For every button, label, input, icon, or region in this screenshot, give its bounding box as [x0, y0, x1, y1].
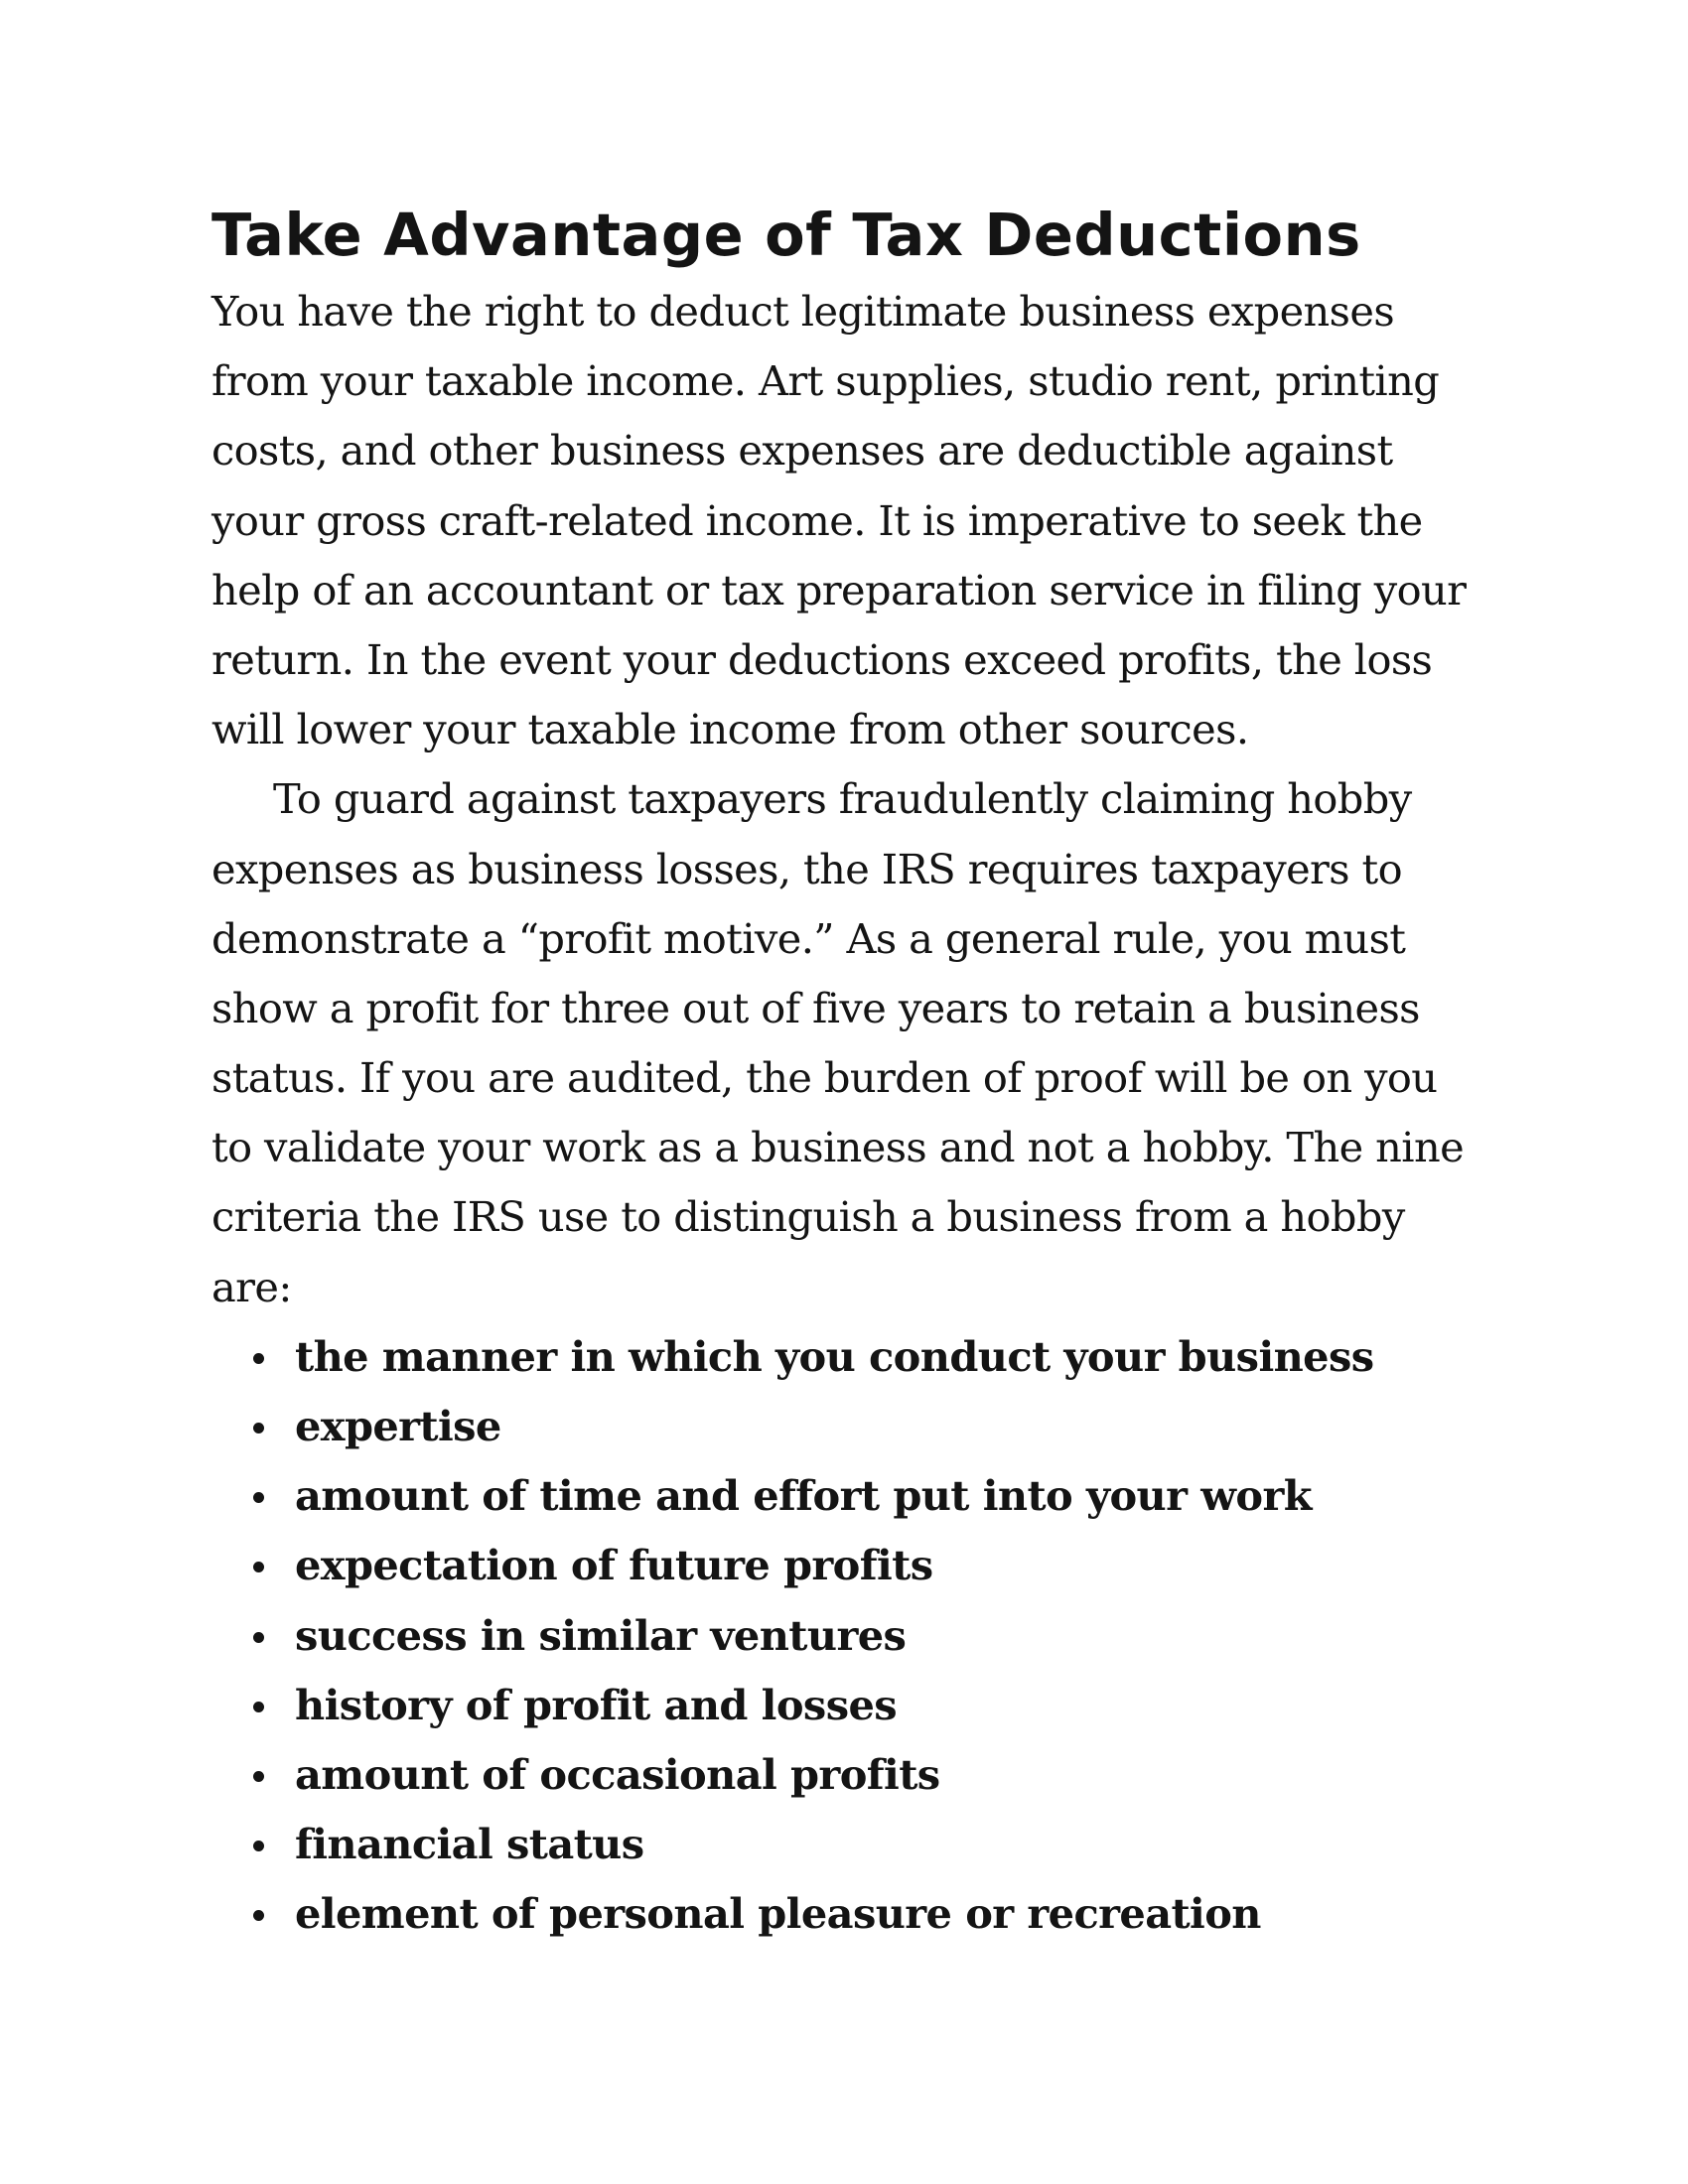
list-item-text: the manner in which you conduct your business	[295, 1331, 1374, 1381]
bullet-icon	[253, 1632, 264, 1643]
bullet-icon	[253, 1353, 264, 1364]
list-item	[253, 1740, 1502, 1810]
bullet-icon	[253, 1423, 264, 1433]
bullet-icon	[253, 1492, 264, 1503]
list-item	[253, 1671, 1502, 1740]
text-line: costs, and other business expenses are deductible against	[211, 426, 1393, 476]
bullet-icon	[253, 1841, 264, 1851]
list-item-text: expectation of future profits	[295, 1541, 933, 1590]
text-line: are:	[211, 1262, 292, 1311]
text-line: To guard against taxpayers fraudulently claiming hobby	[273, 774, 1412, 824]
list-item-text: history of profit and losses	[295, 1680, 898, 1729]
bullet-icon	[253, 1702, 264, 1712]
text-line: will lower your taxable income from other sources.	[211, 705, 1249, 754]
text-line: return. In the event your deductions exceed profits, the loss	[211, 634, 1433, 684]
text-line: from your taxable income. Art supplies, studio rent, printing	[211, 356, 1440, 406]
text-line: You have the right to deduct legitimate business expenses	[211, 287, 1395, 336]
list-item	[253, 1392, 1502, 1461]
list-item-text: success in similar ventures	[295, 1610, 907, 1660]
bullet-icon	[253, 1910, 264, 1921]
irs-criteria-list	[211, 1322, 1502, 1950]
text-line: your gross craft-related income. It is imperative to seek the	[211, 495, 1423, 545]
list-item	[253, 1601, 1502, 1671]
text-line: status. If you are audited, the burden of proof will be on you	[211, 1053, 1438, 1103]
text-line: to validate your work as a business and not a hobby. The nine	[211, 1123, 1465, 1172]
paragraph-profit-motive	[211, 764, 1502, 1322]
list-item-text: element of personal pleasure or recreation	[295, 1889, 1261, 1939]
list-item	[253, 1810, 1502, 1879]
text-line: expenses as business losses, the IRS requires taxpayers to	[211, 844, 1403, 893]
text-line: criteria the IRS use to distinguish a business from a hobby	[211, 1192, 1405, 1242]
list-item	[253, 1322, 1502, 1392]
list-item-text: expertise	[295, 1402, 501, 1450]
bullet-icon	[253, 1562, 264, 1572]
bullet-icon	[253, 1771, 264, 1782]
text-line: help of an accountant or tax preparation service in filing your	[211, 565, 1467, 614]
list-item	[253, 1879, 1502, 1949]
list-item-text: amount of time and effort put into your work	[295, 1471, 1312, 1521]
list-item-text: financial status	[295, 1820, 644, 1869]
list-item	[253, 1531, 1502, 1600]
text-line: demonstrate a “profit motive.” As a general rule, you must	[211, 913, 1406, 963]
paragraph-deductions	[211, 277, 1502, 764]
list-item-text: amount of occasional profits	[295, 1749, 940, 1799]
document-page	[211, 194, 1502, 1950]
text-line: show a profit for three out of five years to retain a business	[211, 983, 1420, 1032]
list-item	[253, 1461, 1502, 1531]
section-heading: Take Advantage of Tax Deductions	[211, 201, 1361, 269]
